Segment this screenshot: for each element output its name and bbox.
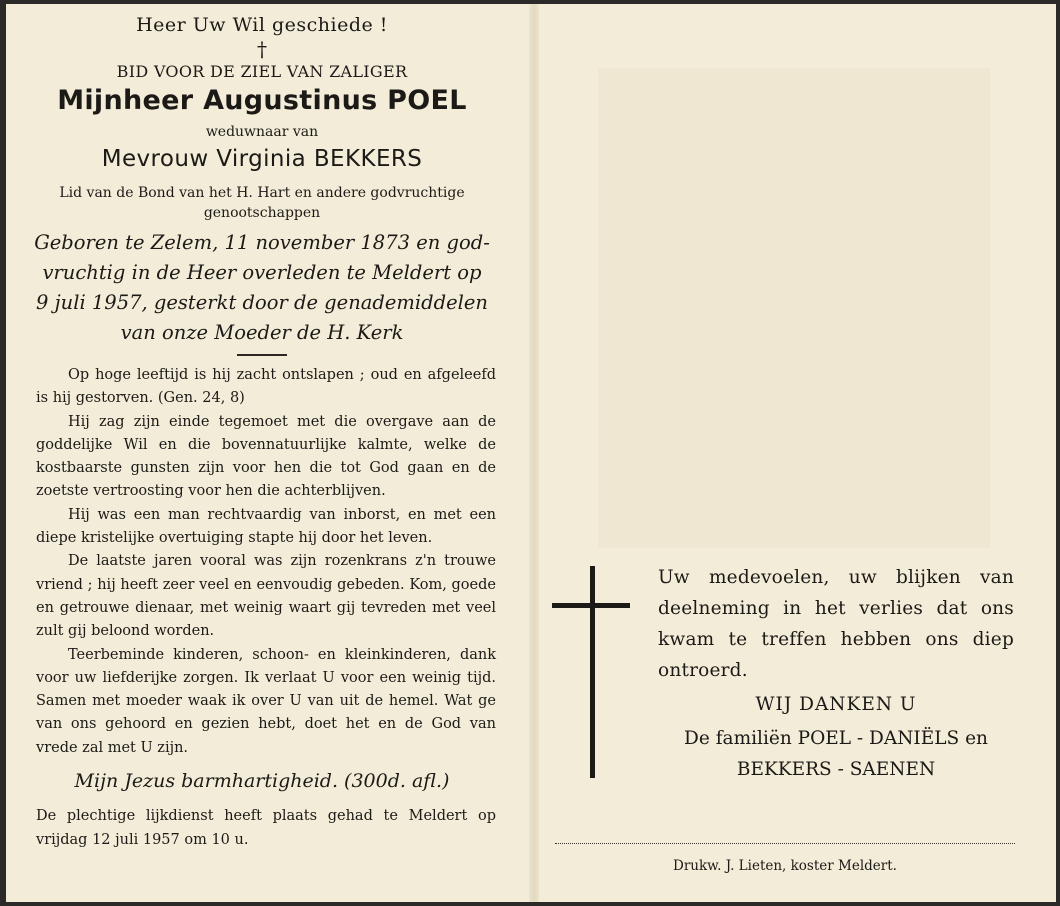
birth-death-statement	[22, 228, 502, 348]
membership-line: genootschappen	[203, 205, 321, 221]
family-line: BEKKERS - SAENEN	[736, 759, 936, 780]
closing-prayer: Mijn Jezus barmhartigheid. (300d. afl.)	[74, 770, 450, 793]
left-panel	[22, 10, 502, 852]
wij-danken: WIJ DANKEN U	[755, 694, 917, 715]
birth-line: Geboren te Zelem, 11 november 1873 en god-	[34, 231, 490, 254]
wife-name: Mevrouw Virginia BEKKERS	[101, 146, 423, 172]
dotted-divider	[555, 843, 1015, 844]
families	[658, 723, 1014, 785]
prayer-request: BID VOOR DE ZIEL VAN ZALIGER	[116, 62, 408, 81]
paragraph: Hij zag zijn einde tegemoet met die overgave aan de goddelijke Wil en die bovennatuurlijke kalmte, welke de kostbaarste gunsten zijn voor hen die tot God gaan en de zoetste vertroosting voor hen die achterblijven.	[36, 413, 496, 500]
birth-line: van onze Moeder de H. Kerk	[120, 321, 404, 344]
deceased-name: Mijnheer Augustinus POEL	[57, 85, 467, 116]
family-line: De familiën POEL - DANIËLS en	[684, 728, 988, 749]
paragraph: De laatste jaren vooral was zijn rozenkrans z'n trouwe vriend ; hij heeft zeer veel en eenvoudig gebeden. Kom, goede en getrouwe dienaar, met weinig waart gij tevreden met veel zult gij beloond worden.	[36, 553, 496, 640]
card-fold	[529, 4, 539, 902]
funeral-text: De plechtige lijkdienst heeft plaats gehad te Meldert op vrijdag 12 juli 1957 om 10 u.	[36, 808, 496, 849]
birth-line: 9 juli 1957, gesterkt door de genademiddelen	[36, 291, 488, 314]
biography	[36, 364, 496, 760]
widower-line: weduwnaar van	[205, 124, 319, 140]
thanks-block	[658, 562, 1014, 785]
large-cross-icon	[590, 566, 595, 778]
birth-line: vruchtig in de Heer overleden te Meldert op	[42, 261, 482, 284]
membership	[22, 182, 502, 222]
heading: Heer Uw Wil geschiede !	[136, 14, 388, 36]
large-cross-bar	[552, 603, 630, 608]
printer-credit: Drukw. J. Lieten, koster Meldert.	[673, 858, 897, 874]
divider	[237, 354, 287, 356]
photo-placeholder	[598, 68, 990, 548]
funeral-notice	[36, 804, 496, 852]
membership-line: Lid van de Bond van het H. Hart en andere godvruchtige	[59, 185, 465, 201]
paragraph: Hij was een man rechtvaardig van inborst, en met een diepe kristelijke overtuiging stapte hij door het leven.	[36, 506, 496, 547]
thanks-text: Uw medevoelen, uw blijken van deelneming in het verlies dat ons kwam te treffen hebben ons diep ontroerd.	[658, 567, 1014, 681]
paragraph: Op hoge leeftijd is hij zacht ontslapen ; oud en afgeleefd is hij gestorven. (Gen. 24, 8)	[36, 367, 496, 407]
small-cross-icon: †	[257, 37, 267, 61]
paragraph: Teerbeminde kinderen, schoon- en kleinkinderen, dank voor uw liefderijke zorgen. Ik verlaat U voor een weinig tijd. Samen met moeder waak ik over U van uit de hemel. Wat ge van ons gehoord en gezien hebt, doet het en de God van vrede zal met U zijn.	[36, 646, 496, 756]
